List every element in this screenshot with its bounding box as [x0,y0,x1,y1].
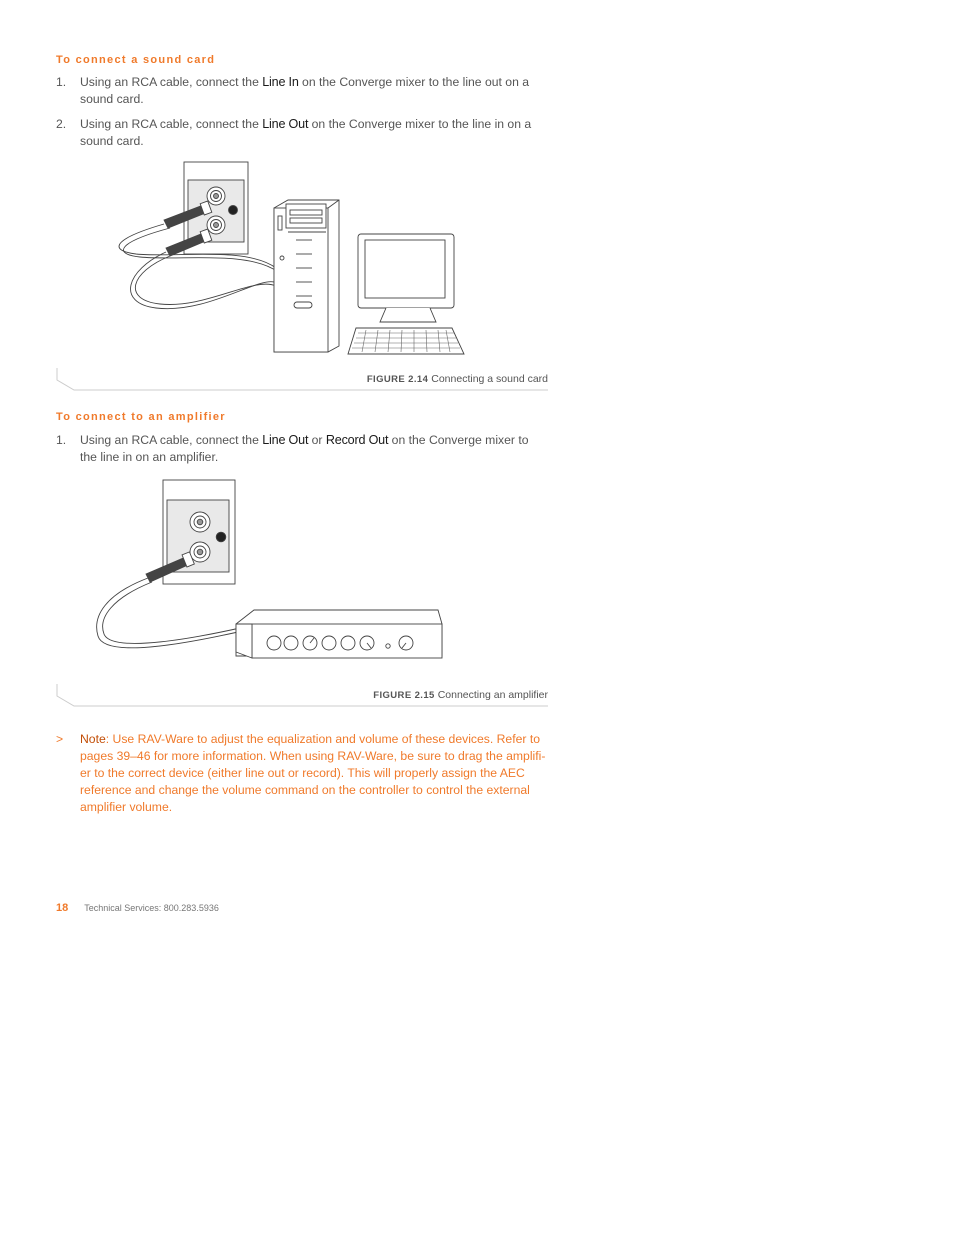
note-body [80,731,548,816]
page-number: 18 [56,902,69,914]
step-text-post: on the Converge mixer to the line in on an amplifier. [80,433,529,464]
step-text [80,432,548,466]
ui-term: Line In [262,75,299,89]
page-footer [56,902,219,914]
figure-number: FIGURE 2.14 [366,374,429,385]
note-label: Note [80,732,106,746]
figure-caption-text: Connecting a sound card [431,373,548,385]
figure-caption [373,689,548,701]
list-item [56,432,548,466]
ui-term: Line Out [262,433,309,447]
amplifier-connection-illustration [56,476,476,666]
sound-card-connection-illustration [56,158,476,362]
note-marker: > [56,732,64,746]
step-text-pre: Using an RCA cable, connect the [80,117,263,131]
step-text [80,116,548,150]
list-item [56,116,548,150]
section-heading-sound-card: To connect a sound card [56,54,216,66]
note-text: : Use RAV-Ware to adjust the equalization and volume of these devices. Refer to pages 39–46 for more information. When using RAV-Ware, be sure to drag the amplifi-er to the correct device (either line out or record). This will properly assign the AEC reference and change the volume command on the controller to control the external amplifier volume. [80,732,546,814]
step-text [80,74,548,108]
figure-caption-text: Connecting an amplifier [437,689,548,701]
step-text-post: on the Converge mixer to the line in on a sound card. [80,117,532,148]
step-text-mid: or [308,433,326,447]
step-number: 1. [56,75,67,89]
note-callout [56,731,548,816]
step-number: 2. [56,117,67,131]
step-text-post: on the Converge mixer to the line out on a sound card. [80,75,530,106]
figure-caption [367,373,548,385]
figure-number: FIGURE 2.15 [373,690,435,701]
footer-text: Technical Services: 800.283.5936 [84,903,219,913]
section-heading-amplifier: To connect to an amplifier [56,411,226,423]
step-number: 1. [56,433,67,447]
step-text-pre: Using an RCA cable, connect the [80,433,263,447]
ui-term: Line Out [262,117,309,131]
step-text-pre: Using an RCA cable, connect the [80,75,263,89]
ui-term: Record Out [325,433,389,447]
list-item [56,74,548,108]
